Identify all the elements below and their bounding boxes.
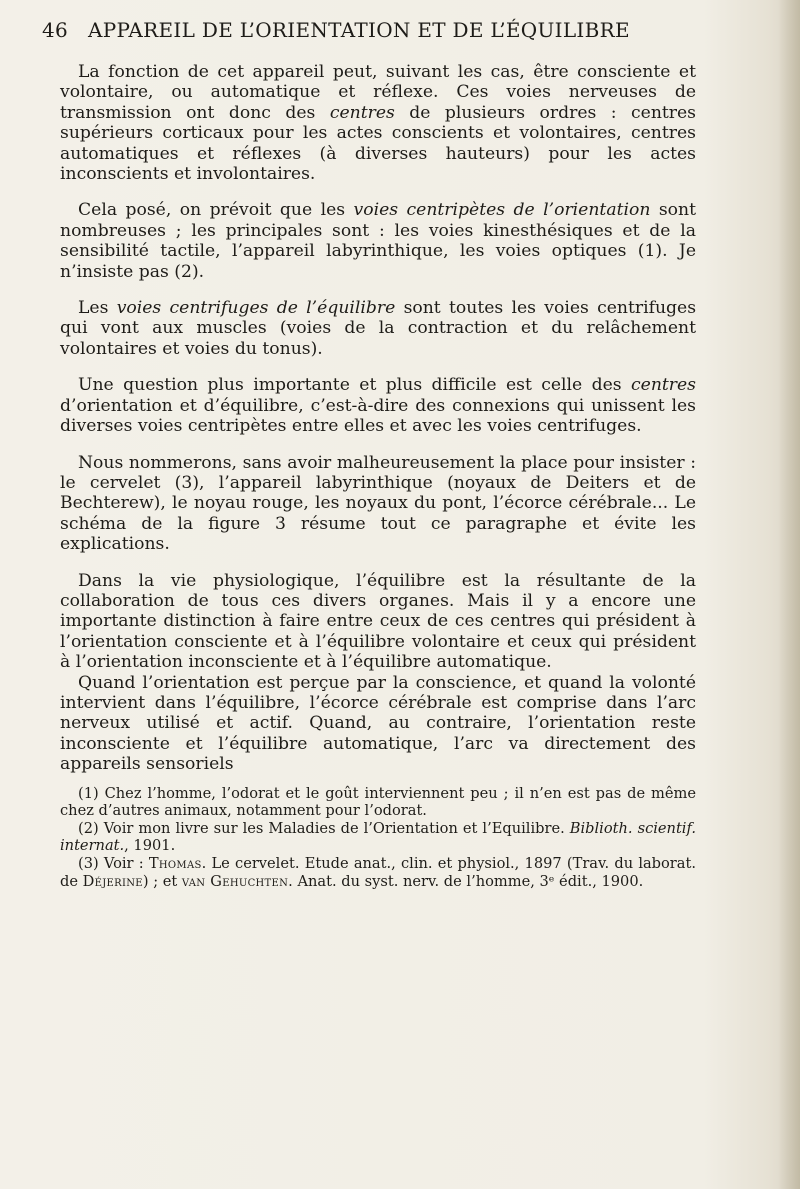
body-text [60,62,696,890]
running-head [42,18,702,42]
footnotes [60,785,696,891]
paragraph-7: Quand l’orientation est perçue par la conscience, et quand la volonté intervient dans l’équilibre, l’écorce cérébrale est comprise dans l’arc nerveux utilisé et actif. Quand, au contraire, l’orientation reste inconsciente et l’équilibre automatique, l’arc va directement des appareils sensoriels [60,672,696,775]
running-head-title: APPAREIL DE L’ORIENTATION ET DE L’ÉQUILIBRE [88,18,630,42]
page-edge-shadow [778,0,800,1189]
footnote-1: (1) Chez l’homme, l’odorat et le goût interviennent peu ; il n’en est pas de même chez d’autres animaux, notamment pour l’odorat. [60,784,696,820]
paragraph-1: La fonction de cet appareil peut, suivant les cas, être consciente et volontaire, ou automatique et réflexe. Ces voies nerveuses de transmission ont donc des centres de plusieurs ordres : centres supérieurs corticaux pour les actes conscients et volontaires, centres automatiques et réflexes (à diverses hauteurs) pour les actes inconscients et involontaires. [60,62,697,185]
paragraph-6: Dans la vie physiologique, l’équilibre est la résultante de la collaboration de tous ces divers organes. Mais il y a encore une importante distinction à faire entre ceux de ces centres qui président à l’orientation consciente et à l’équilibre volontaire et ceux qui président à l’orientation inconsciente et à l’équilibre automatique. [60,570,696,673]
paragraph-2: Cela posé, on prévoit que les voies centripètes de l’orientation sont nombreuses ; les principales sont : les voies kinesthésiques et de la sensibilité tactile, l’appareil labyrinthique, les voies optiques (1). Je n’insiste pas (2). [60,200,696,282]
paragraph-4: Une question plus importante et plus difficile est celle des centres d’orientation et d’équilibre, c’est-à-dire des connexions qui unissent les diverses voies centripètes entre elles et avec les voies centrifuges. [60,375,696,437]
paragraph-5: Nous nommerons, sans avoir malheureusement la place pour insister : le cervelet (3), l’appareil labyrinthique (noyaux de Deiters et de Bechterew), le noyau rouge, les noyaux du pont, l’écorce cérébrale... Le schéma de la figure 3 résume tout ce paragraphe et évite les explications. [60,452,696,555]
paragraph-3: Les voies centrifuges de l’équilibre sont toutes les voies centrifuges qui vont aux muscles (voies de la contraction et du relâchement volontaires et voies du tonus). [60,298,697,359]
footnote-3: (3) Voir : Thomas. Le cervelet. Etude anat., clin. et physiol., 1897 (Trav. du laborat. de Déjerine) ; et van Gehuchten. Anat. du syst. nerv. de l’homme, 3ᵉ édit., 1900. [60,854,696,890]
footnote-2: (2) Voir mon livre sur les Maladies de l’Orientation et l’Equilibre. Biblioth. scientif. internat., 1901. [60,819,696,855]
page-number: 46 [42,18,69,42]
